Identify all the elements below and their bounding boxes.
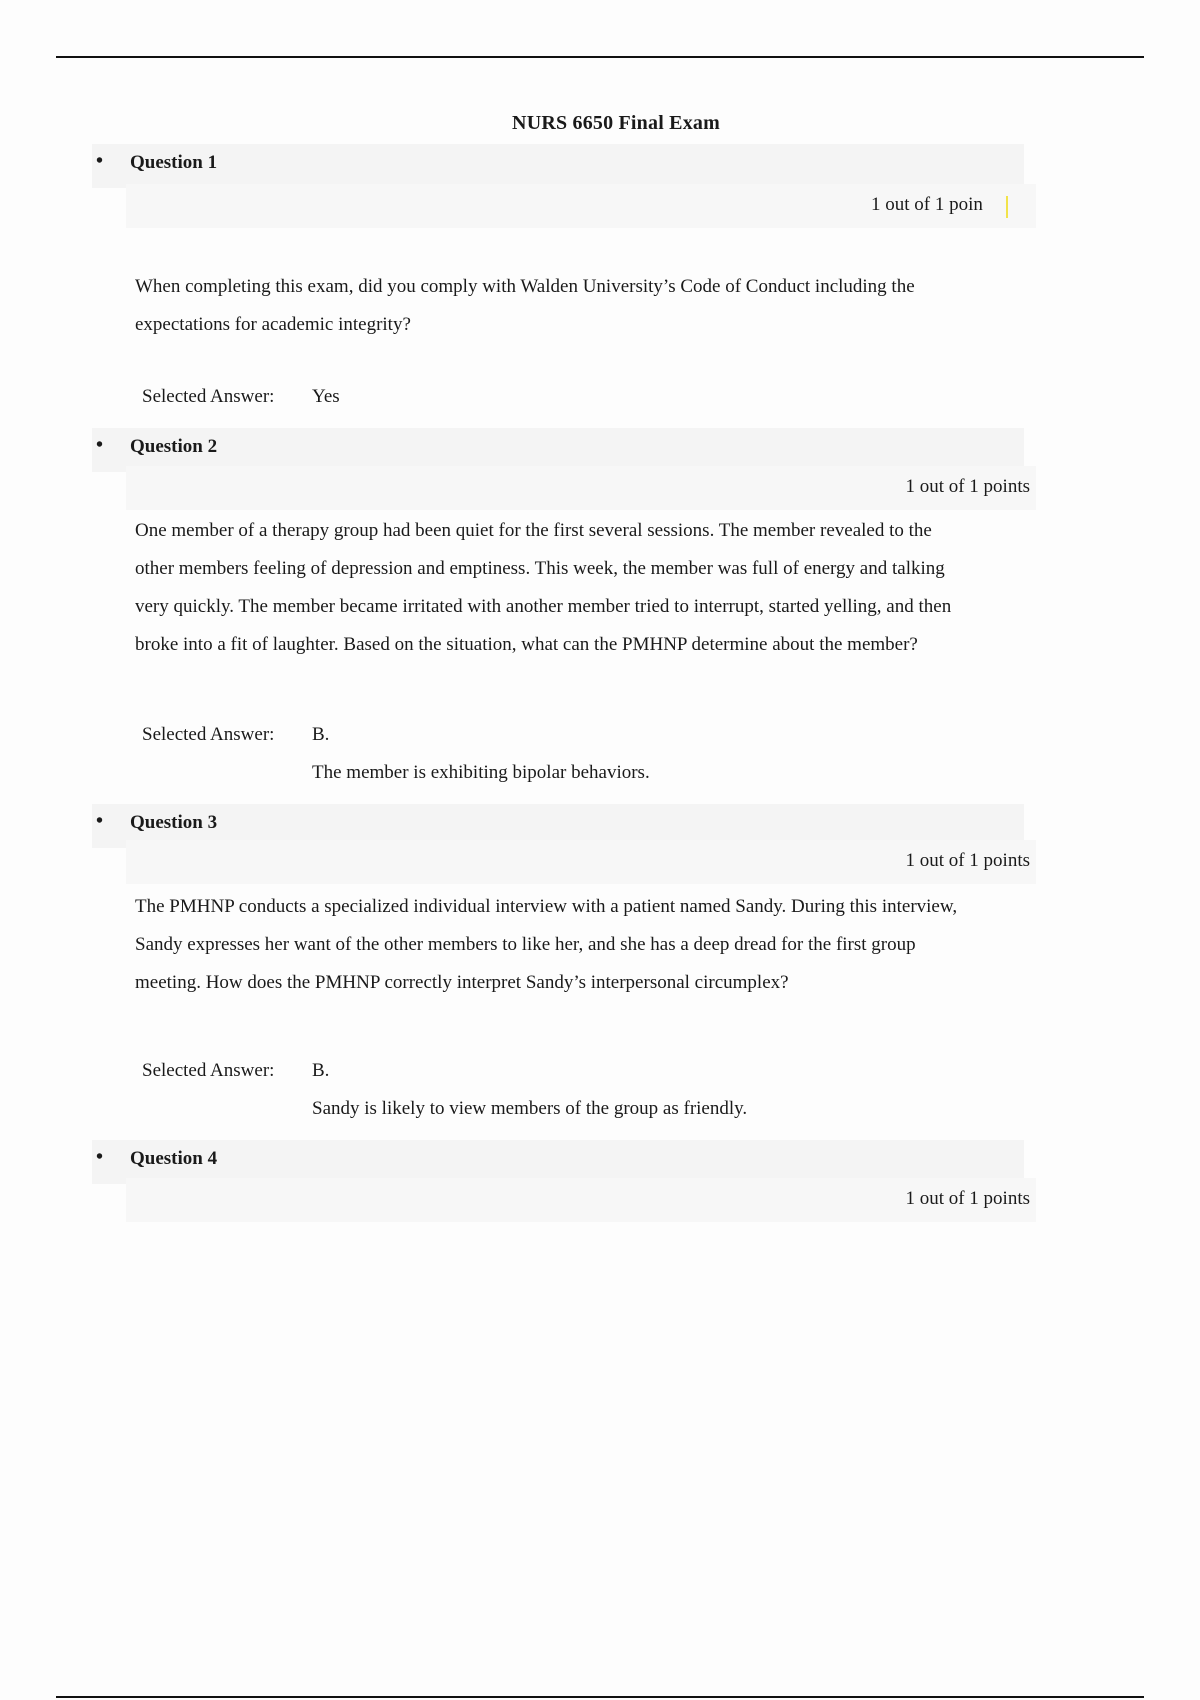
question-label: Question 1 bbox=[130, 152, 218, 173]
selected-answer-value: B. bbox=[312, 1060, 330, 1081]
points-bar bbox=[126, 1178, 1036, 1222]
selected-answer-row bbox=[142, 386, 340, 408]
question-text: The PMHNP conducts a specialized individual interview with a patient named Sandy. During this interview, Sandy expresses her want of the other members to like her, and she has a deep dread for the first group meeting. How does the PMHNP correctly interpret Sandy’s interpersonal circumplex? bbox=[135, 896, 958, 993]
selected-answer-value: B. bbox=[312, 724, 330, 745]
question-points: 1 out of 1 points bbox=[905, 1188, 1030, 1209]
selected-answer-label: Selected Answer: bbox=[142, 724, 275, 745]
top-rule bbox=[56, 56, 1144, 58]
bullet-icon: • bbox=[96, 434, 104, 456]
question-label: Question 4 bbox=[130, 1148, 218, 1169]
selected-answer-row bbox=[142, 1060, 329, 1082]
selected-answer-detail: Sandy is likely to view members of the group as friendly. bbox=[312, 1098, 748, 1119]
question-points: 1 out of 1 points bbox=[905, 850, 1030, 871]
question-points: 1 out of 1 poin bbox=[871, 194, 983, 215]
text-cursor-highlight bbox=[1006, 196, 1008, 218]
selected-answer-detail: The member is exhibiting bipolar behaviors. bbox=[312, 762, 650, 783]
points-bar bbox=[126, 184, 1036, 228]
question-label: Question 2 bbox=[130, 436, 218, 457]
points-bar bbox=[126, 466, 1036, 510]
bottom-rule bbox=[56, 1696, 1144, 1698]
question-text: When completing this exam, did you comply with Walden University’s Code of Conduct including the expectations for academic integrity? bbox=[135, 276, 915, 335]
selected-answer-row bbox=[142, 724, 329, 746]
question-label: Question 3 bbox=[130, 812, 218, 833]
selected-answer-label: Selected Answer: bbox=[142, 1060, 275, 1081]
selected-answer-label: Selected Answer: bbox=[142, 386, 275, 407]
points-bar bbox=[126, 840, 1036, 884]
document-title: NURS 6650 Final Exam bbox=[512, 112, 720, 134]
question-text: One member of a therapy group had been quiet for the first several sessions. The member revealed to the other members feeling of depression and emptiness. This week, the member was full of energy and talking very quickly. The member became irritated with another member tried to interrupt, started yelling, and then broke into a fit of laughter. Based on the situation, what can the PMHNP determine about the member? bbox=[135, 520, 952, 655]
question-points: 1 out of 1 points bbox=[905, 476, 1030, 497]
selected-answer-value: Yes bbox=[312, 386, 340, 407]
bullet-icon: • bbox=[96, 150, 104, 172]
bullet-icon: • bbox=[96, 810, 104, 832]
bullet-icon: • bbox=[96, 1146, 104, 1168]
question-header bbox=[92, 144, 1024, 188]
